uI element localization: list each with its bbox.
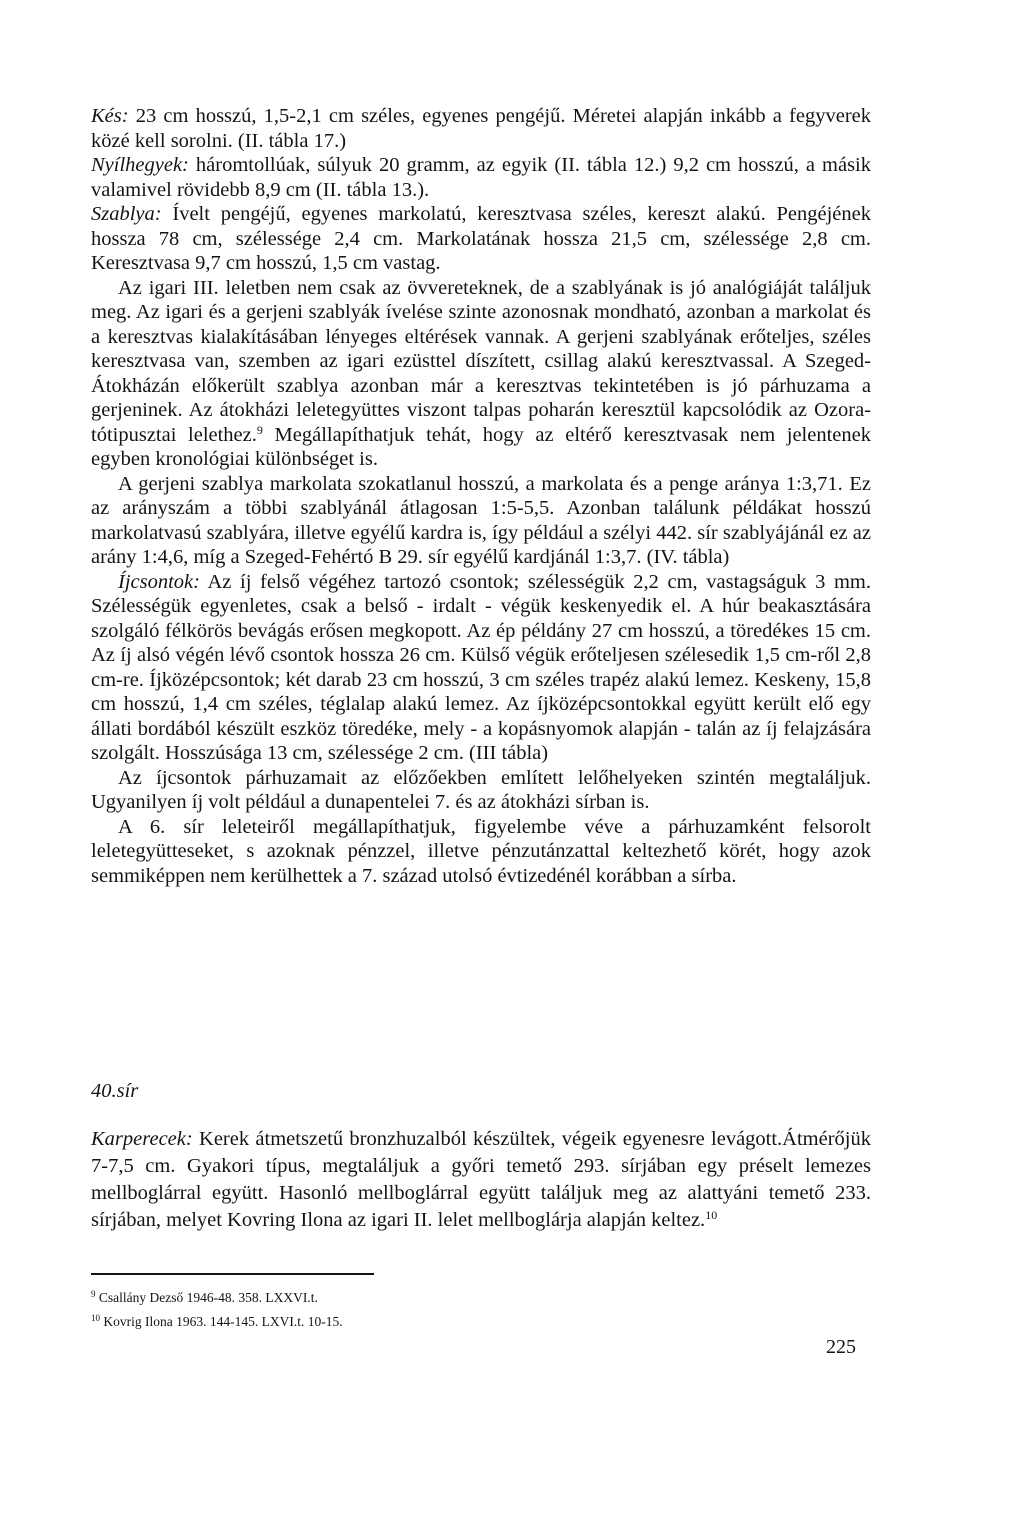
- paragraph-text: A 6. sír leleteiről megállapíthatjuk, figyelembe véve a párhuzamként felsorolt leletegyütteseket, s azoknak pénzzel, illetve pénzutánzattal keltezhető körét, hogy azok semmiképpen nem kerülhettek a 7. század utolsó évtizedénél korábban a sírba.: [91, 815, 871, 887]
- paragraph-karperecek: [91, 1126, 871, 1234]
- paragraph-datalas: [91, 815, 871, 889]
- footnote-10: [91, 1310, 343, 1334]
- footnotes: [91, 1286, 343, 1334]
- term-kes: Kés:: [91, 105, 129, 127]
- term-nyilhegyek: Nyílhegyek:: [91, 154, 189, 176]
- paragraph-igari-analogia: [91, 276, 871, 472]
- paragraph-markolat-arany: [91, 472, 871, 570]
- body-text: [91, 104, 871, 888]
- footnote-text: Kovrig Ilona 1963. 144-145. LXVI.t. 10-15.: [100, 1314, 343, 1329]
- footnote-ref-10: 10: [705, 1208, 718, 1222]
- footnote-ref-9: 9: [256, 422, 263, 437]
- paragraph-szablya: [91, 202, 871, 276]
- footnote-text: Csallány Dezső 1946-48. 358. LXXVI.t.: [95, 1290, 318, 1305]
- paragraph-karperecek-block: [91, 1126, 871, 1234]
- term-ijcsontok: Íjcsontok:: [118, 570, 200, 593]
- page-number: 225: [826, 1336, 856, 1358]
- paragraph-text-continued: Megállapíthatjuk tehát, hogy az eltérő keresztvasak nem jelentenek egyben kronológiai különbséget is.: [91, 423, 871, 470]
- paragraph-text: Az íj felső végéhez tartozó csontok; szélességük 2,2 cm, vastagságuk 3 mm. Szélességük egyenletes, csak a belső - irdalt - végük keskenyedik el. A húr beakasztására szolgáló félkörös bevágás erősen megkopott. Az ép példány 27 cm hosszú, a töredékes 15 cm. Az íj alsó végén lévő csontok hossza 26 cm. Külső végük erőteljesen szélesedik 1,5 cm-ről 2,8 cm-re. Íjközépcsontok; két darab 23 cm hosszú, 3 cm széles trapéz alakú lemez. Keskeny, 15,8 cm hosszú, 1,4 cm széles, téglalap alakú lemez. Az íjközépcsontokkal együtt került elő egy állati bordából készült eszköz töredéke, mely - a kopásnyomok alapján - talán az íj felajzására szolgált. Hosszúsága 13 cm, szélessége 2 cm. (III tábla): [91, 570, 871, 764]
- paragraph-text: háromtollúak, súlyuk 20 gramm, az egyik (II. tábla 12.) 9,2 cm hosszú, a másik valamivel rövidebb 8,9 cm (II. tábla 13.).: [91, 154, 871, 201]
- section-title: 40.sír: [91, 1080, 139, 1102]
- paragraph-text: Az íjcsontok párhuzamait az előzőekben említett lelőhelyeken szintén megtaláljuk. Ugyanilyen íj volt például a dunapentelei 7. és az átokházi sírban is.: [91, 766, 871, 813]
- paragraph-nyilhegyek: [91, 153, 871, 202]
- term-karperecek: Karperecek:: [91, 1128, 193, 1150]
- paragraph-kes: [91, 104, 871, 153]
- paragraph-text: Kerek átmetszetű bronzhuzalból készültek, végeik egyenesre levágott.Átmérőjük 7-7,5 cm. Gyakori típus, megtaláljuk a győri temető 293. sírjában egy préselt lemezes mellboglárral együtt. Hasonló mellboglárral együtt találjuk meg az alattyáni temető 233. sírjában, melyet Kovring Ilona az igari II. lelet mellboglárja alapján keltez.: [91, 1128, 871, 1231]
- paragraph-text: A gerjeni szablya markolata szokatlanul hosszú, a markolata és a penge aránya 1:3,71. Ez az arányszám a többi szablyánál átlagosan 1:5-5,5. Azonban találunk példákat hosszú markolatvasú szablyára, illetve egyélű kardra is, így például a szélyi 442. sír szablyájánál ez az arány 1:4,6, míg a Szeged-Fehértó B 29. sír egyélű kardjánál 1:3,7. (IV. tábla): [91, 472, 871, 568]
- paragraph-text: 23 cm hosszú, 1,5-2,1 cm széles, egyenes pengéjű. Méretei alapján inkább a fegyverek közé kell sorolni. (II. tábla 17.): [91, 105, 871, 152]
- paragraph-text: Ívelt pengéjű, egyenes markolatú, keresztvasa széles, kereszt alakú. Pengéjének hossza 78 cm, szélessége 2,4 cm. Markolatának hossza 21,5 cm, szélessége 2,8 cm. Keresztvasa 9,7 cm hosszú, 1,5 cm vastag.: [91, 203, 871, 274]
- paragraph-ijcsontok: [91, 570, 871, 766]
- paragraph-ijcsontok-parhuzam: [91, 766, 871, 815]
- term-szablya: Szablya:: [91, 203, 162, 225]
- footnote-9: [91, 1286, 343, 1310]
- footnote-number: 9: [91, 1289, 96, 1299]
- footnote-number: 10: [91, 1313, 100, 1323]
- footnote-divider: [91, 1273, 374, 1275]
- paragraph-text: Az igari III. leletben nem csak az övvereteknek, de a szablyának is jó analógiáját találjuk meg. Az igari és a gerjeni szablyák ívelése szinte azonosnak mondható, azonban a markolat és a keresztvas kialakításában lényeges eltérések vannak. A gerjeni szablyának erőteljes, széles keresztvasa van, szemben az igari ezüsttel díszített, csillag alakú keresztvassal. A Szeged-Átokházán előkerült szablya azonban már a keresztvas tekintetében is jó párhuzama a gerjeninek. Az átokházi leletegyüttes viszont talpas poharán keresztül kapcsolódik az Ozora-tótipusztai lelethez.: [91, 276, 871, 446]
